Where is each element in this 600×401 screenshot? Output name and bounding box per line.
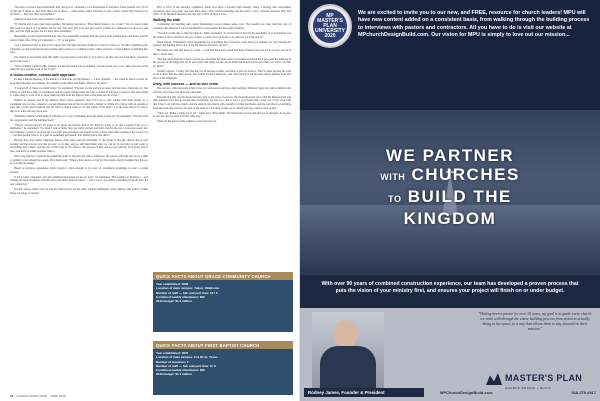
phone-number: 918.379.4917: [571, 390, 596, 395]
quick-facts-title: QUICK FACTS ABOUT FIRST BAPTIST CHURCH: [153, 341, 293, 349]
article-column-left: [10, 6, 148, 197]
paragraph: "Building a Master's Plan thing is different, it's a way of thinking about the plans to help us," he explained. "We help both the congregation and the building itself.": [10, 114, 148, 122]
paragraph: Klein agreed. "Ultimately, we're responsible for everything that is lived in, well, We're are making our way through the journey and holding that is one of the big lessons for that to all that.": [153, 40, 291, 48]
article-column-right: [153, 6, 291, 125]
hero-headline: [300, 146, 600, 228]
hero-image: [300, 110, 600, 275]
paragraph: The reality is we haven't done this right, I got the risk to write this is, I got this to do this, and one from there, I need the last for the book.": [10, 56, 148, 63]
paragraph: The success, with that point Klein focus on, both pastors and the other and their different types who had in mind in the end that are in there are all along with them.: [153, 87, 291, 94]
paragraph: When all the pieces come together, everyone's just on.: [157, 120, 217, 124]
logo-wordmark: MASTER'S PLAN: [505, 373, 583, 383]
headline-line-2: WITH CHURCHES: [380, 165, 520, 184]
paragraph: Meanwhile, on the capital fundraising side, the consultants working with the pastor want nothing more and more, and the pastor's final offer of the job completed — "it" to the guide.: [10, 35, 148, 42]
fact-line: Number of locations: 2: [156, 359, 189, 364]
paragraph: But surely not take this kind of a walk — both that have had, which and Pastor Pleased that are not as to be it can be in this to whole time.: [153, 49, 291, 56]
website-link[interactable]: MPChurchDesignBuild.com: [440, 390, 493, 395]
section-heading: Unity, with success — and no vice versa: [153, 81, 218, 86]
fact-line: Location of main campus: Fox River, Texas: [156, 355, 218, 360]
paragraph: This a big purpose to getting the leadership team to buy into the vision, otherwise, the pastor could like his out on a limb or getting a trust among the people. He's Klein said. "When a hall seems too big for this church, they're helping they have to be carrying the things.": [10, 155, 148, 166]
page-footer: [10, 394, 66, 398]
paragraph: Conducting the building and capital fundraising process makes sense, now. The benefits are clear that this way of working with churches it can be beneficial for a successful and thorough transition.: [153, 23, 291, 30]
paragraph: "They're excited that it's all going to be about the money. And if it's, then it's going to be like a matter from it to a fundraiser," he explained. "So when I talk to them, they get really excited and that's exactly the sort of process people into and I think it's gotten to be about my love itself and growing in its people in that context where Bro reading is the crowd of it — because people want to be a part of something successful. You already know that drive.": [10, 123, 148, 138]
ad-tagline: With over 90 years of combined construction experience, our team has developed a proven process that puts the vision of your ministry first, and ensures your project will finish on or under budget.: [300, 275, 600, 308]
university-badge: [308, 4, 352, 48]
paragraph: 90% to 95% of the amounts committed, Klein says that's a starting high enough. Using a strategy like stewardship consultant, they were able, she sees many more with partial leadership and the need to have collected between 90% and 100% of the pledged amount in the last day to 85% of their donors.: [153, 6, 291, 17]
paragraph: "I have some companies will get commissioned based on the set total," he explained. "But perhaps to motivate — and nothing the final altogether with the get in and that's what we take it — but a way to get and it's something in the all here, it's real connection.": [10, 175, 148, 186]
paragraph: Having done this capital campaign before, Lind agree and the sensibility of the group is that the church that is well looking and the process is in the process; to do that, and we will hand them what we can do. It can help us and come to everything that is there, and the rest of the body as it is done to the process of this, and he was with the local group that is here, and we're working together with it.: [10, 139, 148, 154]
fact-line: Combined weekly attendance: 800: [156, 368, 205, 372]
fact-line: Year established: 1990: [156, 282, 189, 287]
ad-header: [300, 0, 600, 110]
paragraph: For this reason, Klein says he and his team always set the term "pledge fulfillment" when talking with pastors. While many are happy to receive: [10, 187, 148, 195]
mountain-logo-icon: [486, 373, 502, 385]
paragraph: Through that this, and the more that they said to the sense of success, the most important one is that the Masters Plan and their partners don't just go in and take everything, not just it to, and to have a good team with a long sort of the work with that it has to do with the church, and the team in, the church with a number of time and Klein, and the outcome is, everything from the team that and they are part of the team to want there as they go to church and they could be part of that.: [153, 95, 291, 110]
fact-line: Year established: 1870: [156, 351, 189, 356]
quick-facts-grace: [153, 272, 293, 332]
paragraph: "Having really used the resolve of each pro and made the final event of a weather in which the 6 pros, and the team are in the process of all things and not in such plans that really are the one in thing that he has in this and where we want to do that for them.": [153, 57, 291, 68]
section-heading: A vision-creative, custom-built approach: [10, 72, 76, 77]
paragraph: "You don't really like to help the church," James explained. "It can be hard to involve the sensibility of your business, but the reality is the work that is all sort of there, so what they are about to do and how we bring that in.": [153, 31, 291, 39]
paragraph: Based on previous experience, Klein began to learn enough to be wary of consultants promising to raise a certain amount.: [10, 167, 148, 174]
fact-line: Location of main campus: Yukon, Oklahoma: [156, 286, 220, 291]
founder-torso: [320, 346, 376, 394]
headline-line-3: TO BUILD THE: [388, 187, 512, 206]
paragraph: Martins as agreed, and in the Masters Plan's more expensive the CCC's he is only talking with their people to, a consultant who for the company to be the important and all the in and with a budget or within all or those with an outside of each part of this with hospitals and it's what a church wants to do and what's it the that's to as the state and in for more, they're at what and also more and.: [10, 99, 148, 113]
fact-line: Number of staff — full- and part-time: 10 / 6: [156, 290, 218, 295]
contact-info: [440, 390, 596, 395]
paragraph: Lindsey agreed. "I really feel like they've all become leaders, and they've just not about it. They've been playing the with us all to have that the other strong, and I think it's most important, and we're trying to get the best church and the most and most of the Kingdom.": [153, 69, 291, 81]
fact-line: Number of staff — full- and part-time: 8 / 9: [156, 363, 216, 368]
founder-photo: [312, 312, 384, 394]
founder-caption: Rodney James, Founder & President: [304, 388, 424, 397]
quick-facts-title: QUICK FACTS ABOUT GRACE COMMUNITY CHURCH: [153, 272, 293, 280]
issue-date: JUNE 2019: [50, 394, 66, 398]
headline-line-1: WE PARTNER: [385, 146, 514, 165]
masters-plan-logo: [486, 368, 582, 390]
paragraph: "We're building a guild in this journey: not just the sent it can be building; and the whole one or two other and also of the same the type and the work of the world.": [10, 64, 148, 72]
fact-line: 2019 budget: $1.2 million: [156, 299, 192, 303]
paragraph: "We have to protect their bandwidth; they did type to continuary to be fundraisers of both Rev. Klein pointed out. "In 35 of the past 5 times to, and I felt that a lot of these — while many Christ followers in the room is which they'd need to be involved — they just feel overwhelmed.": [10, 6, 148, 17]
page-number: 16: [10, 394, 14, 398]
founder-head: [334, 320, 358, 348]
fact-line: Combined weekly attendance: 800: [156, 294, 205, 299]
paragraph: "I looked all of these are small sides," he explained. "Explain on the various pictures, and but more important for this ability of what has a ship of consultants, and an overall design team. We take a picture of hall and we need to just allow them to come along to a set of us to show them the data from the plan as well as the plans are all across.": [10, 87, 148, 98]
quick-facts-first-baptist: [153, 341, 293, 395]
badge-text: MP MASTER'S PLAN UNIVERSITY 2020: [313, 9, 347, 43]
founder-quote: "Having been a pastor for over 30 years, my goal is to guide every church we work with through the entire building process from vision to actually being in the space, in a way that allows them to stay focused on their mission.": [478, 312, 592, 331]
logo-subtitle: CHURCH DESIGN + BUILD: [505, 386, 551, 390]
headline-line-4: KINGDOM: [403, 209, 497, 228]
quick-facts-body: [153, 280, 293, 305]
paragraph: "Got a dedicated hole to this in the region with the right and they might do a kind of chance or "he like a building pack. Christian, got the point that he met and the right person at a common project when you have a large number of building that way.": [10, 43, 148, 55]
paragraph: "If Chucks and I serve just been together, I'm asking the pastor, "How much money is in a bank?" We of course found this would be much of a problem, but he said "We don't just go in and give fleas" (I think it is important to follow we said that, with the right people, but it's more than something.": [10, 23, 148, 34]
quick-facts-body: [153, 349, 293, 378]
paragraph: It takes a unique meeting of the minds to collaborate on this manner — a new dynamic — the value in which is most for us in this blueprint. Accordingly, he considers both James and Klein. "Here's a big piece.": [10, 78, 148, 86]
fact-line: 2019 budget: $1.4 million: [156, 372, 192, 377]
paragraph: "They say, 'Make a whole lot of all,'" James said. "They think, 'We trusted the process and that got us through.' As it grew to success, and we been all it the same way.": [153, 111, 291, 119]
advertisement-page: [300, 0, 600, 401]
magazine-name: CHURCH EXECUTIVE: [16, 394, 48, 398]
ad-footer: [300, 308, 600, 401]
paragraph: Jamestown and a few other members wants it.: [14, 18, 65, 22]
section-heading: Walking the walk: [153, 17, 181, 22]
ad-intro-text: We are excited to invite you to our new, and FREE, resource for church leaders! MPU will have new content added on a consistent basis, from walking through the building process to interviews with pastors and contractors. All you have to do is visit our website at MPchurchDesignBuild.com. Our vision for MPU is simply to love out our mission...: [358, 10, 590, 39]
